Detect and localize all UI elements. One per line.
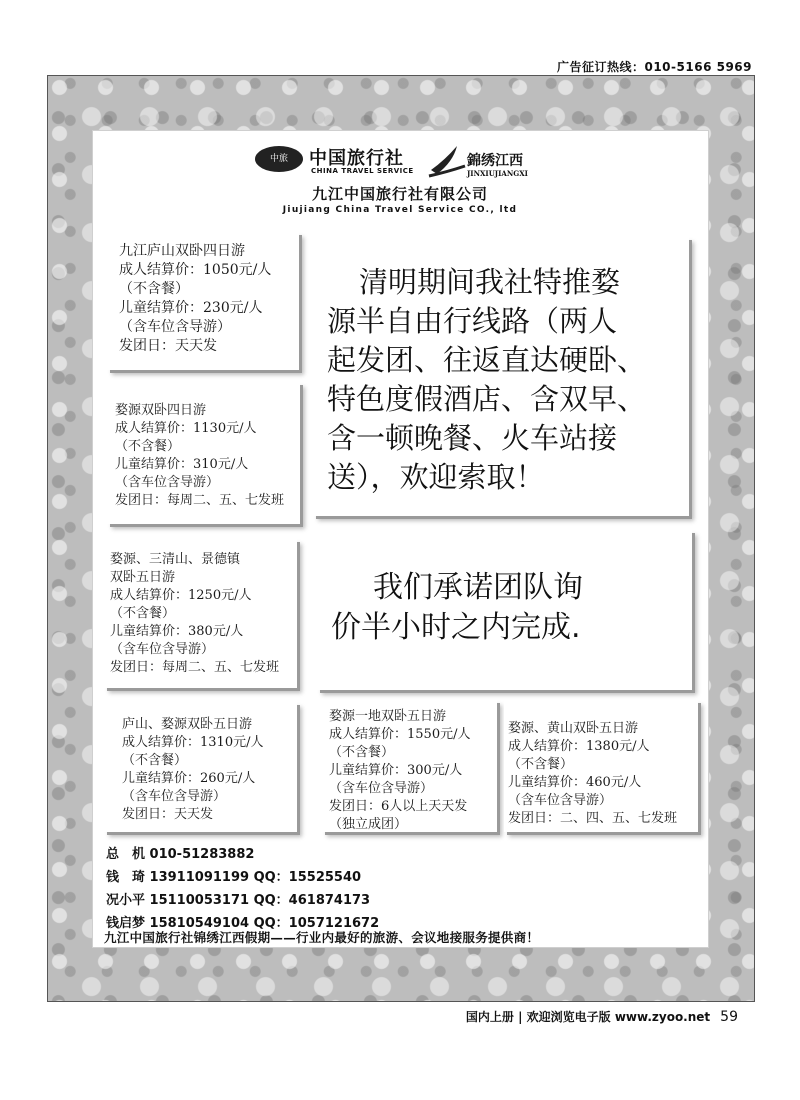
tour-departure: 发团日：6人以上天天发	[329, 799, 468, 814]
tour-child-note: （含车位含导游）	[110, 642, 215, 657]
contact-qq: QQ：1057121672	[253, 916, 380, 931]
cts-logo-english: CHINA TRAVEL SERVICE	[311, 167, 414, 175]
contact-name: 况小平	[106, 893, 146, 908]
promo-line: 清明期间我社特推婺	[359, 265, 621, 299]
tour-departure: 发团日：二、四、五、七发班	[508, 811, 678, 826]
cts-emblem-icon: 中旅	[255, 146, 303, 172]
tour-child-note: （含车位含导游）	[119, 319, 231, 335]
jinxiu-logo-text: 錦绣江西	[467, 153, 523, 169]
promo-line: 送），欢迎索取！	[327, 460, 545, 494]
promo-line: 源半自由行线路（两人	[327, 304, 618, 338]
logo-row	[255, 140, 555, 182]
tour-adult-price: 成人结算价：1310元/人	[122, 735, 264, 750]
ad-hotline: 广告征订热线：010-5166 5969	[556, 60, 752, 74]
tour-departure-note: （独立成团）	[329, 817, 408, 832]
tour-title: 九江庐山双卧四日游	[119, 243, 245, 259]
tour-departure: 发团日：天天发	[122, 807, 214, 822]
contact-qq: QQ：461874173	[253, 893, 371, 908]
tour-card-wuyuan-huangshan	[504, 700, 698, 832]
contact-name: 总 机	[106, 847, 146, 862]
tour-title: 庐山、婺源双卧五日游	[122, 717, 253, 732]
contact-name: 钱启梦	[106, 916, 146, 931]
contact-row	[106, 889, 379, 912]
tour-child-price: 儿童结算价：230元/人	[119, 300, 263, 316]
page-number: 59	[720, 1009, 738, 1025]
tour-child-price: 儿童结算价：380元/人	[110, 624, 244, 639]
tour-child-price: 儿童结算价：300元/人	[329, 763, 463, 778]
tour-card-sanqingshan	[104, 539, 297, 688]
contact-row	[106, 843, 379, 866]
tour-title: 婺源双卧四日游	[115, 403, 207, 418]
tour-card-wuyuan	[107, 382, 300, 524]
promise-box	[317, 530, 692, 690]
tour-child-note: （含车位含导游）	[508, 793, 613, 808]
tour-departure: 发团日：每周二、五、七发班	[110, 660, 280, 675]
tour-adult-price: 成人结算价：1250元/人	[110, 588, 252, 603]
tour-adult-note: （不含餐）	[329, 745, 395, 760]
tour-adult-note: （不含餐）	[508, 757, 574, 772]
tour-child-note: （含车位含导游）	[122, 789, 227, 804]
footer-text: 国内上册 | 欢迎浏览电子版 www.zyoo.net	[465, 1010, 711, 1024]
tour-adult-note: （不含餐）	[119, 281, 189, 297]
tour-adult-price: 成人结算价：1130元/人	[115, 421, 257, 436]
tour-card-wuyuan-only	[322, 700, 497, 832]
promo-line: 特色度假酒店、含双早、	[327, 382, 647, 416]
tour-adult-price: 成人结算价：1380元/人	[508, 739, 650, 754]
contact-row	[106, 866, 379, 889]
promo-box	[313, 237, 689, 516]
promise-line: 我们承诺团队询	[373, 570, 583, 605]
tour-adult-price: 成人结算价：1550元/人	[329, 727, 471, 742]
contact-phone: 15110053171	[149, 893, 250, 908]
tour-adult-note: （不含餐）	[115, 439, 181, 454]
contact-phone: 010-51283882	[149, 847, 255, 862]
tour-card-lushan-wuyuan	[104, 702, 297, 832]
tour-child-price: 儿童结算价：310元/人	[115, 457, 249, 472]
contact-phone: 15810549104	[149, 916, 250, 931]
jinxiu-logo-english: JINXIUJIANGXI	[467, 169, 528, 178]
tour-adult-price: 成人结算价：1050元/人	[119, 262, 272, 278]
tour-title-cont: 双卧五日游	[110, 570, 176, 585]
tour-title: 婺源、三清山、景德镇	[110, 552, 241, 567]
tour-child-note: （含车位含导游）	[115, 475, 220, 490]
jinxiu-swoosh-icon	[427, 140, 467, 180]
tour-child-note: （含车位含导游）	[329, 781, 434, 796]
tour-departure: 发团日：天天发	[119, 338, 217, 354]
tour-child-price: 儿童结算价：260元/人	[122, 771, 256, 786]
company-name-en: Jiujiang China Travel Service CO., ltd	[282, 205, 518, 215]
page-footer	[466, 1008, 738, 1025]
tour-child-price: 儿童结算价：460元/人	[508, 775, 642, 790]
tour-title: 婺源一地双卧五日游	[329, 709, 447, 724]
contact-phone: 13911091199	[149, 870, 250, 885]
promo-line: 含一顿晚餐、火车站接	[327, 421, 618, 455]
tour-title: 婺源、黄山双卧五日游	[508, 721, 639, 736]
promise-line: 价半小时之内完成.	[331, 610, 581, 645]
contact-list	[106, 843, 379, 935]
contact-qq: QQ：15525540	[253, 870, 362, 885]
promo-line: 起发团、往返直达硬卧、	[327, 343, 647, 377]
tour-departure: 发团日：每周二、五、七发班	[115, 493, 285, 508]
contact-name: 钱 琦	[106, 870, 146, 885]
tour-adult-note: （不含餐）	[122, 753, 188, 768]
company-name-cn: 九江中国旅行社有限公司	[311, 185, 488, 203]
tour-adult-note: （不含餐）	[110, 606, 176, 621]
cts-logo-text: 中国旅行社	[309, 148, 404, 169]
slogan: 九江中国旅行社锦绣江西假期——行业内最好的旅游、会议地接服务提供商！	[104, 930, 540, 945]
tour-card-lushan	[107, 232, 299, 370]
